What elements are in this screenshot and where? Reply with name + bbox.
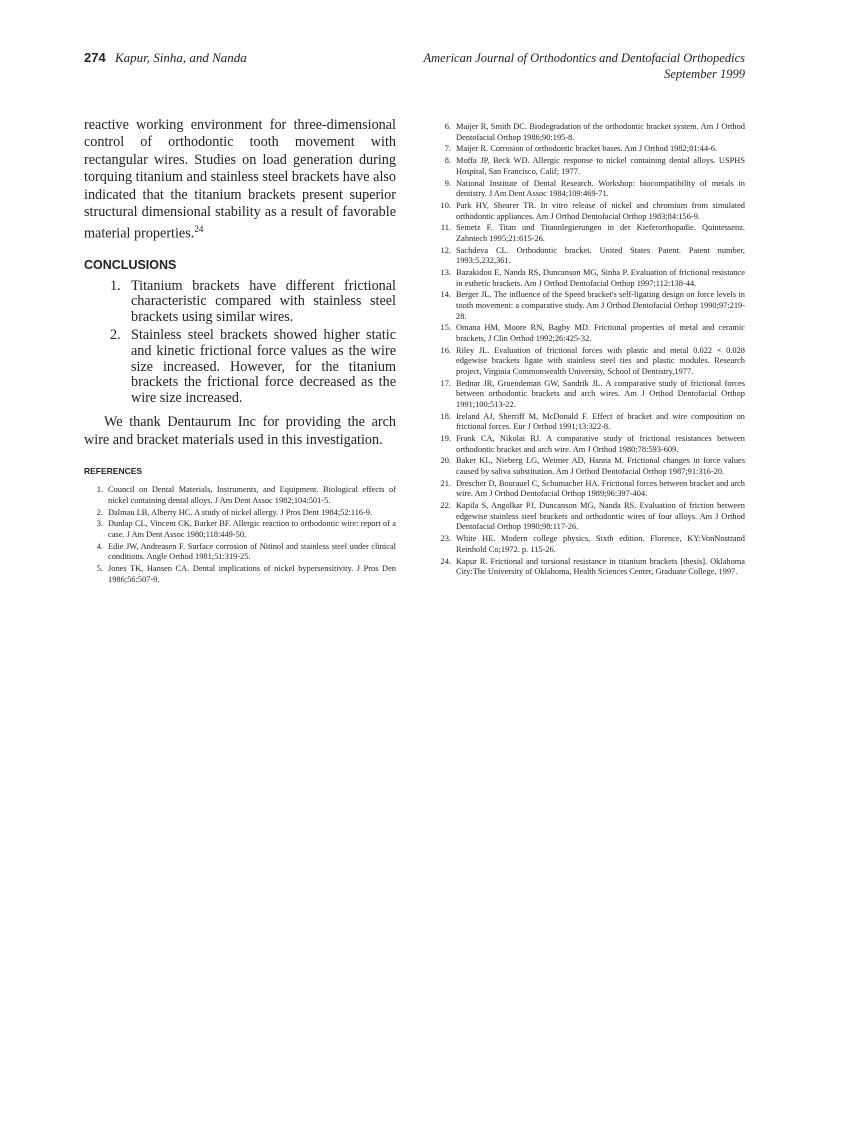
reference-text: Maijer R. Corrosion of orthodontic bracket bases. Am J Orthod 1982;81:44-6. [456,144,718,154]
reference-text: Kapila S, Angolkar PJ, Duncanson MG, Nanda RS. Evaluation of friction between edgewise stainless steel brackets and orthodontic wires of four alloys. Am J Orthod Dentofacial Orthop 1990;98:117-26. [456,501,745,532]
reference-item [436,379,745,411]
reference-item [436,201,745,222]
running-header-left [84,50,247,66]
reference-item [436,223,745,244]
reference-text: Omana HM, Moore RN, Bagby MD. Frictional properties of metal and ceramic brackets, J Clin Orthod 1992;26:425-32. [456,323,745,343]
reference-item [436,268,745,289]
reference-number: 7. [444,144,451,154]
reference-number: 14. [440,290,451,300]
acknowledgment: We thank Dentaurum Inc for providing the arch wire and bracket materials used in this investigation. [84,414,396,448]
reference-text: White HE. Modern college physics, Sixth edition. Florence, KY:VonNostrand Reinhold Co;1972. p. 115-26. [456,534,745,554]
reference-text: Bednar JR, Gruendeman GW, Sandrik JL. A comparative study of frictional forces between orthodontic brackets and arch wires. Am J Orthod Dentofacial Orthop 1991;100:513-22. [456,378,745,409]
reference-number: 15. [440,323,451,333]
reference-item [436,122,745,143]
issue-date: September 1999 [664,67,745,81]
left-column [84,117,396,586]
item-number: 1. [110,277,121,294]
reference-item [436,534,745,555]
references-list-right [436,122,745,578]
reference-number: 10. [440,200,451,210]
item-number: 2. [110,327,121,344]
reference-text: Drescher D, Bourauel C, Schumacher HA. Frictional forces between bracket and arch wire. Am J Orthod Dentofacial Orthop 1989;96:397-404. [456,478,745,499]
reference-text: Bazakidou E, Nanda RS, Duncanson MG, Sinha P. Evaluation of frictional resistance in esthetic brackets. Am J Orthod Dentofacial Orthop 1997;112:138-44. [456,268,745,288]
reference-number: 4. [96,541,103,551]
conclusion-item [84,328,396,406]
reference-item [436,479,745,500]
journal-title: American Journal of Orthodontics and Dentofacial Orthopedics [423,51,745,65]
reference-text: Semetz F. Titan und Titannlegierungen in der Kieferorthopadie. Quintessenz. Zahntech 1995;21:615-26. [456,223,745,243]
reference-text: Council on Dental Materials, Instruments, and Equipment. Biological effects of nickel containing dental alloys. J Am Dent Assoc 1982;104:501-5. [108,485,396,505]
reference-item [88,564,396,585]
item-text: Stainless steel brackets showed higher static and kinetic frictional force values as the wire size increased. However, for the titanium brackets the frictional force decreased as the wire size increased. [131,327,396,406]
reference-number: 13. [440,268,451,278]
reference-text: Baker KL, Nieberg LG, Weimer AD, Hanna M. Frictional changes in force values caused by saliva substitution. Am J Orthod Dentofacial Orthop 1987;91:316-20. [456,456,745,477]
references-list-left [88,485,396,585]
reference-item [436,412,745,433]
reference-number: 21. [440,478,451,488]
page-number: 274 [84,50,106,65]
reference-item [88,542,396,563]
reference-item [436,156,745,177]
reference-item [436,290,745,322]
intro-text: reactive working environment for three-dimensional control of orthodontic tooth movement with rectangular wires. Studies on load generation during torquing titanium and stainless steel brackets have also indicated that the titanium brackets present superior structural dimensional stability as a result of favorable material properties. [84,117,396,243]
reference-text: National Institute of Dental Research. Workshop: biocompatibility of metals in dentistry. J Am Dent Assoc 1984;109:469-71. [456,178,745,199]
reference-number: 22. [440,501,451,511]
reference-item [88,519,396,540]
reference-text: Riley JL. Evaluation of frictional forces with plastic and metal 0.022 × 0.028 edgewise brackets ligate with stainless steel ties and plastic modules. Research project, Virginia Commonwealth University, School of Dentistry,1977. [456,345,745,376]
reference-text: Ireland AJ, Sherriff M, McDonald F. Effect of bracket and wire composition on frictional forces. Eur J Orthod 1991;13:322-8. [456,411,745,432]
conclusions-list [84,279,396,407]
reference-number: 5. [96,564,103,574]
reference-number: 16. [440,345,451,355]
reference-text: Berger JL. The influence of the Speed bracket's self-ligating design on force levels in tooth movement: a comparative study. Am J Orthod Dentofacial Orthop 1990;97:219-28. [456,290,745,321]
reference-item [436,434,745,455]
reference-number: 1. [96,485,103,495]
reference-item [88,508,396,519]
reference-number: 11. [440,223,451,233]
reference-text: Dunlap CL, Vincent CK, Barker BF. Allergic reaction to orthodontic wire: report of a case. J Am Dent Assoc 1980;118:449-50. [108,519,396,539]
reference-number: 8. [444,156,451,166]
reference-item [436,144,745,155]
reference-number: 17. [440,378,451,388]
conclusions-heading: CONCLUSIONS [84,257,177,272]
reference-number: 18. [440,411,451,421]
reference-text: Jones TK, Hansen CA. Dental implications of nickel hypersensitivity. J Pros Den 1986;56:507-9. [108,564,396,584]
reference-number: 24. [440,556,451,566]
reference-item [436,557,745,578]
reference-text: Dalmau LB, Alberty HC. A study of nickel allergy. J Pros Dent 1984;52:116-9. [108,507,373,517]
running-header-right [424,50,746,82]
reference-number: 20. [440,456,451,466]
reference-item [436,346,745,378]
reference-text: Park HY, Shearer TR. In vitro release of nickel and chromium from simulated orthodontic appliances. Am J Orthod Dentofacial Orthop 1983;84:156-9. [456,200,745,221]
reference-text: Kapur R. Frictional and torsional resistance in titanium brackets [thesis]. Oklahoma City:The University of Oklahoma, Health Sciences Center, Graduate College, 1997. [456,556,745,577]
reference-item [436,323,745,344]
reference-item [436,501,745,533]
right-column [436,122,745,579]
citation: 24 [194,224,204,235]
reference-item [436,246,745,267]
references-heading: REFERENCES [84,466,143,477]
reference-number: 12. [440,245,451,255]
reference-text: Sachdeva CL. Orthodontic bracket. United States Patent. Patent number, 1993:5,232,361. [456,245,745,266]
reference-number: 23. [440,534,451,544]
reference-text: Edie JW, Andreasen F. Surface corrosion of Nitinol and stainless steel under clinical conditions. Angle Orthod 1981;51:319-25. [108,541,396,562]
reference-number: 6. [444,122,451,131]
conclusion-item [84,279,396,326]
reference-text: Frank CA, Nikolai RJ. A comparative study of frictional resistances between orthodontic bracket and arch wire. Am J Orthod 1980;78:593-609. [456,434,745,454]
item-text: Titanium brackets have different frictional characteristic compared with stainless steel brackets using similar wires. [131,277,396,325]
reference-number: 19. [440,434,451,444]
running-authors: Kapur, Sinha, and Nanda [114,50,247,65]
reference-number: 2. [96,507,103,517]
reference-text: Maijer R, Smith DC. Biodegradation of the orthodontic bracket system. Am J Orthod Dentofacial Orthop 1986;90:195-8. [456,122,745,142]
references-left-wrapper [84,485,396,585]
reference-item [436,179,745,200]
reference-number: 9. [444,178,451,188]
reference-item [88,485,396,506]
reference-number: 3. [96,519,103,529]
reference-item [436,456,745,477]
intro-paragraph [84,117,396,244]
reference-text: Moffa JP, Beck WD. Allergic response to nickel containing dental alloys. USPHS Hospital, San Francisco, Calif; 1977. [456,156,745,176]
